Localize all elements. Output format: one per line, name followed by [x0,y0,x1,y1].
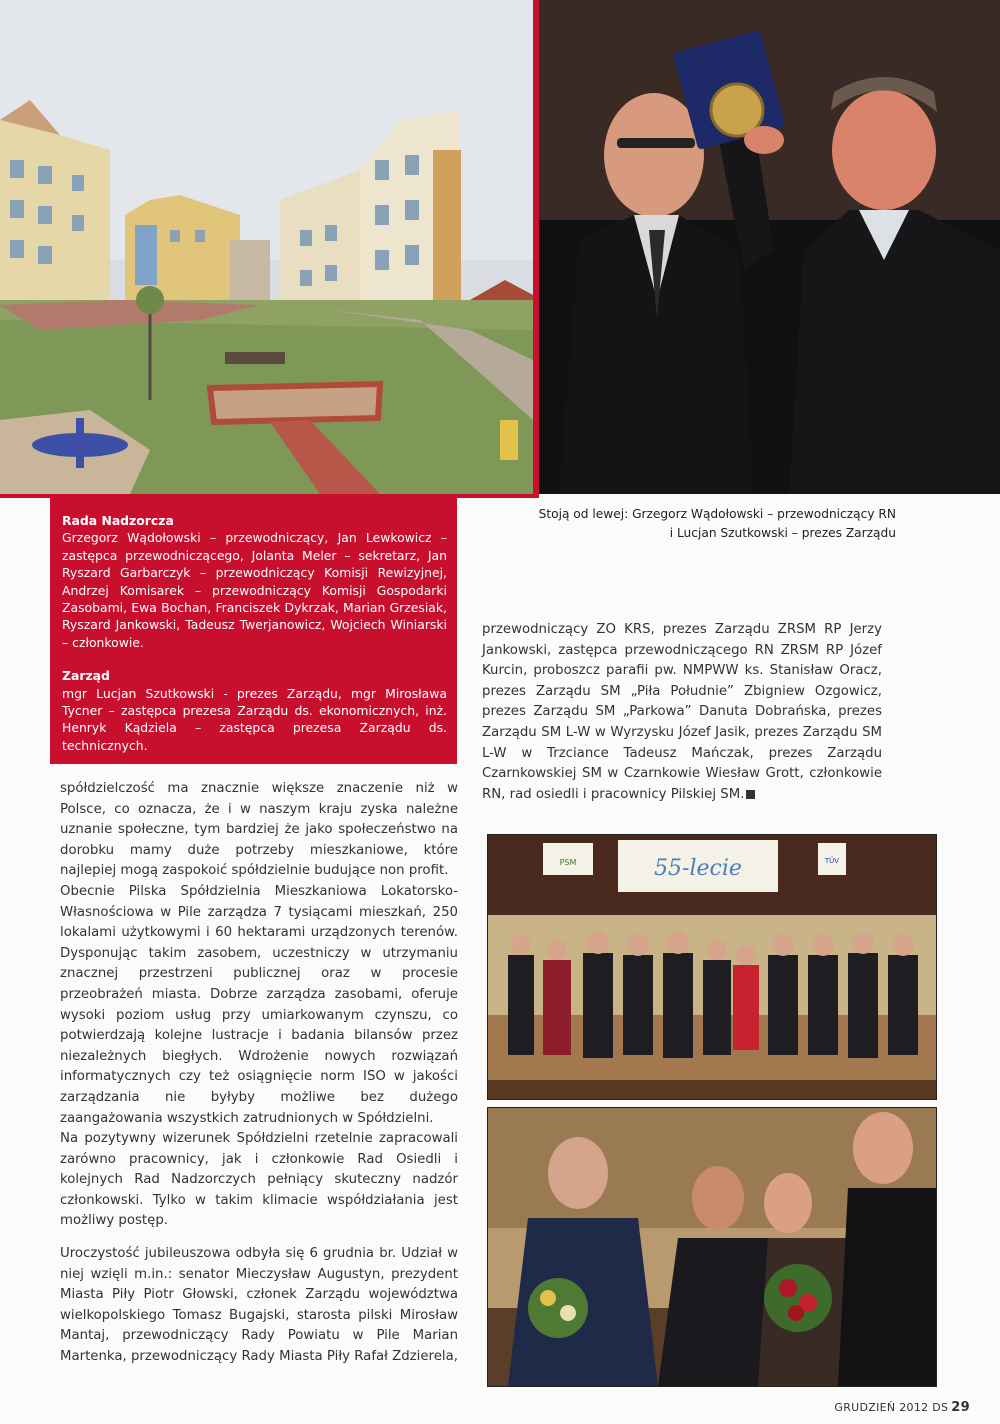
caption-line-2: i Lucjan Szutkowski – prezes Zarządu [669,526,896,540]
end-mark-icon [746,790,755,799]
board-members: Grzegorz Wądołowski – przewodniczący, Jan Lewkowicz – zastępca przewodniczącego, Jolanta Meler – sekretarz, Jan Ryszard Garbarczyk – przewodniczący Komisji Rewizyjnej, Andrzej Komisarek – przewodniczący Komisji Gospodarki Zasobami, Ewa Bochan, Franciszek Dykrzak, Marian Grzesiak, Ryszard Jankowski, Tadeusz Twerjanowicz, Wojciech Winiarski – członkowie. [62,530,447,650]
caption-line-1: Stoją od lewej: Grzegorz Wądołowski – przewodniczący RN [538,507,896,521]
photo-stage-group [487,834,937,1100]
issue-label: GRUDZIEŃ 2012 DS [834,1401,949,1414]
divider-vertical [533,0,539,494]
left-text-column [60,779,458,1368]
banner-logo-right: TÜV [824,857,840,865]
right-text-column [482,620,882,805]
page-number: 29 [951,1400,970,1415]
management-members: mgr Lucjan Szutkowski - prezes Zarządu, mgr Mirosława Tycner – zastępca prezesa Zarządu ds. ekonomicznych, inż. Henryk Kądziela – zastępca prezesa Zarządu ds. technicznych. [62,685,447,753]
paragraph-3: Na pozytywny wizerunek Spółdzielni rzetelnie zapracowali zarówno pracownicy, jak i członkowie Rad Osiedli i kolejnych Rad Nadzorczych pełniący skuteczny nadzór członkowski. Tylko w takim klimacie współdziałania jest możliwy postęp. [60,1131,458,1229]
board-title: Rada Nadzorcza [62,513,174,528]
photo-housing-estate [0,0,533,494]
photo-congratulations [487,1107,937,1387]
paragraph-1: spółdzielczość ma znacznie większe znaczenie niż w Polsce, co oznacza, że i w naszym kraju zyska należne uznanie społeczne, tym bardziej że jako społeczeństwo na dorobku mamy duże potrzeby mieszkaniowe, które najlepiej mogą zaspokoić spółdzielnie budujące non profit. [60,781,458,879]
banner-logo-left: PSM [559,858,577,867]
photo-caption [520,505,896,543]
paragraph-2: Obecnie Pilska Spółdzielnia Mieszkaniowa Lokatorsko-Własnościowa w Pile zarządza 7 tysiącami mieszkań, 250 lokalami użytkowymi i 60 hektarami urządzonych terenów. Dysponując takim zasobem, uczestniczy w utrzymaniu znacznej przestrzeni publicznej oraz w procesie przeobrażeń miasta. Dobrze zarządza zasobami, oferuje wysoki poziom usług przy umiarkowanym czynszu, co potwierdzają kolejne lustracje i badania bilansów przez niezależnych biegłych. Wdrożenie nowych rozwiązań informatycznych czy też osiągnięcie norm ISO w jakości zarządzania nie byłyby możliwe bez dużego zaangażowania wszystkich zatrudnionych w Spółdzielni. [60,883,458,1126]
governance-box [50,498,457,764]
banner-anniversary: 55-lecie [654,856,742,881]
management-title: Zarząd [62,668,110,684]
page-footer [834,1400,970,1415]
paragraph-4: Uroczystość jubileuszowa odbyła się 6 grudnia br. Udział w niej wzięli m.in.: senator Mieczysław Augustyn, prezydent Miasta Piły Piotr Głowski, członek Zarządu województwa wielkopolskiego Tomasz Bugajski, starosta pilski Mirosław Mantaj, przewodniczący Rady Powiatu w Pile Marian Martenka, przewodniczący Rady Miasta Piły Rafał Zdzierela, [60,1246,458,1365]
photo-medal-presentation [539,0,1000,494]
right-column-text: przewodniczący ZO KRS, prezes Zarządu ZRSM RP Jerzy Jankowski, zastępca przewodniczącego RN ZRSM RP Józef Kurcin, proboszcz parafii pw. NMPWW ks. Stanisław Oracz, prezes Zarządu SM „Piła Południe” Zbigniew Ozgowicz, prezes Zarządu SM „Parkowa” Danuta Dobrańska, prezes Zarządu SM L-W w Wyrzysku Józef Jasik, prezes Zarządu SM L-W w Trzciance Tadeusz Mańczak, prezes Zarządu Czarnkowskiej SM w Czarnkowie Wiesław Grott, członkowie RN, rad osiedli i pracownicy Pilskiej SM. [482,622,882,802]
